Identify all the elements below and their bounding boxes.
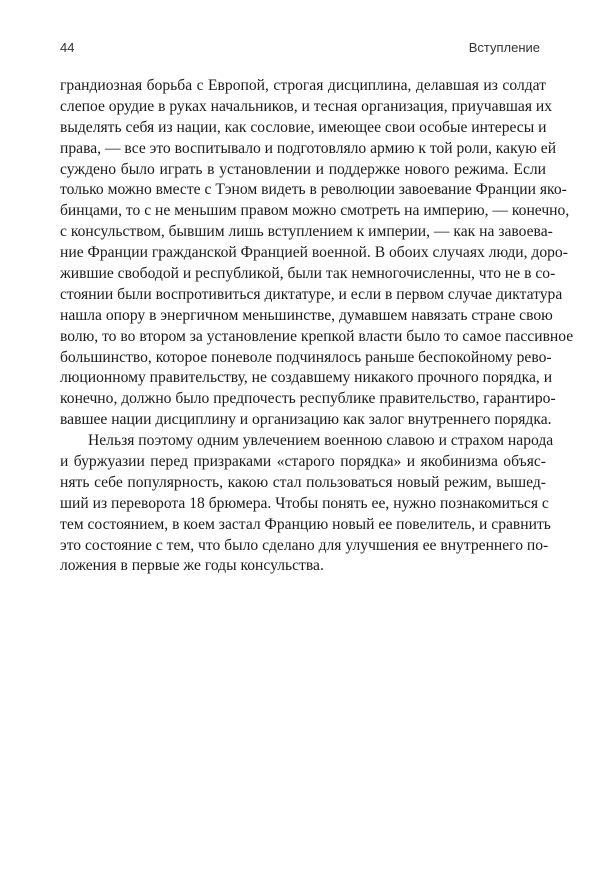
- text-line: выделять себя из нации, как сословие, имеющее свои особые интересы и: [60, 118, 547, 136]
- text-line: ложения в первые же годы консульства.: [60, 557, 324, 575]
- text-line: вавшее нации дисциплину и организацию как залог внутреннего порядка.: [60, 411, 552, 429]
- text-line: большинство, которое поневоле подчинялось раньше беспокойному рево-: [60, 348, 552, 366]
- body-text: [60, 76, 574, 577]
- page-number: 44: [60, 40, 75, 55]
- paragraph-1: [60, 76, 574, 431]
- text-line: тем состоянием, в коем застал Францию новый ее повелитель, и сравнить: [60, 515, 551, 533]
- text-line: стоянии были воспротивиться диктатуре, и если в первом случае диктатура: [60, 285, 563, 303]
- text-line: и буржуазии перед призраками «старого порядка» и якобинизма объяс-: [60, 453, 546, 471]
- text-line: жившие свободой и республикой, были так немногочисленны, что не в со-: [60, 265, 556, 283]
- text-line: бинцами, то с не меньшим правом можно смотреть на империю, — конечно,: [60, 202, 570, 220]
- text-line: Нельзя поэтому одним увлечением военною славою и страхом народа: [88, 432, 554, 450]
- text-line: ший из переворота 18 брюмера. Чтобы понять ее, нужно познакомиться с: [60, 494, 549, 512]
- text-line: волю, то во втором за установление крепкой власти было то самое пассивное: [60, 327, 574, 345]
- text-line: ние Франции гражданской Францией военной. В обоих случаях люди, доро-: [60, 244, 568, 262]
- text-line: грандиозная борьба с Европой, строгая дисциплина, делавшая из солдат: [60, 77, 546, 94]
- text-line: нять себе популярность, какою стал пользоваться новый режим, вышед-: [60, 473, 546, 491]
- text-line: люционному правительству, не создавшему никакого прочного порядка, и: [60, 369, 553, 387]
- text-line: слепое орудие в руках начальников, и тесная организация, приучавшая их: [60, 97, 553, 115]
- text-line: суждено было играть в установлении и поддержке нового режима. Если: [60, 160, 546, 178]
- text-line: это состояние с тем, что было сделано для улучшения ее внутреннего по-: [60, 536, 549, 554]
- text-line: права, — все это воспитывало и подготовляло армию к той роли, какую ей: [60, 139, 557, 157]
- section-title: Вступление: [468, 40, 540, 55]
- text-line: конечно, должно было предпочесть республике правительство, гарантиро-: [60, 390, 556, 408]
- running-head: [60, 40, 540, 55]
- text-line: с консульством, бывшим лишь вступлением к империи, — как на завоева-: [60, 223, 553, 241]
- text-line: только можно вместе с Тэном видеть в революции завоевание Франции яко-: [60, 181, 567, 199]
- paragraph-2: [60, 431, 554, 577]
- text-line: нашла опору в энергичном меньшинстве, думавшем навязать стране свою: [60, 306, 553, 324]
